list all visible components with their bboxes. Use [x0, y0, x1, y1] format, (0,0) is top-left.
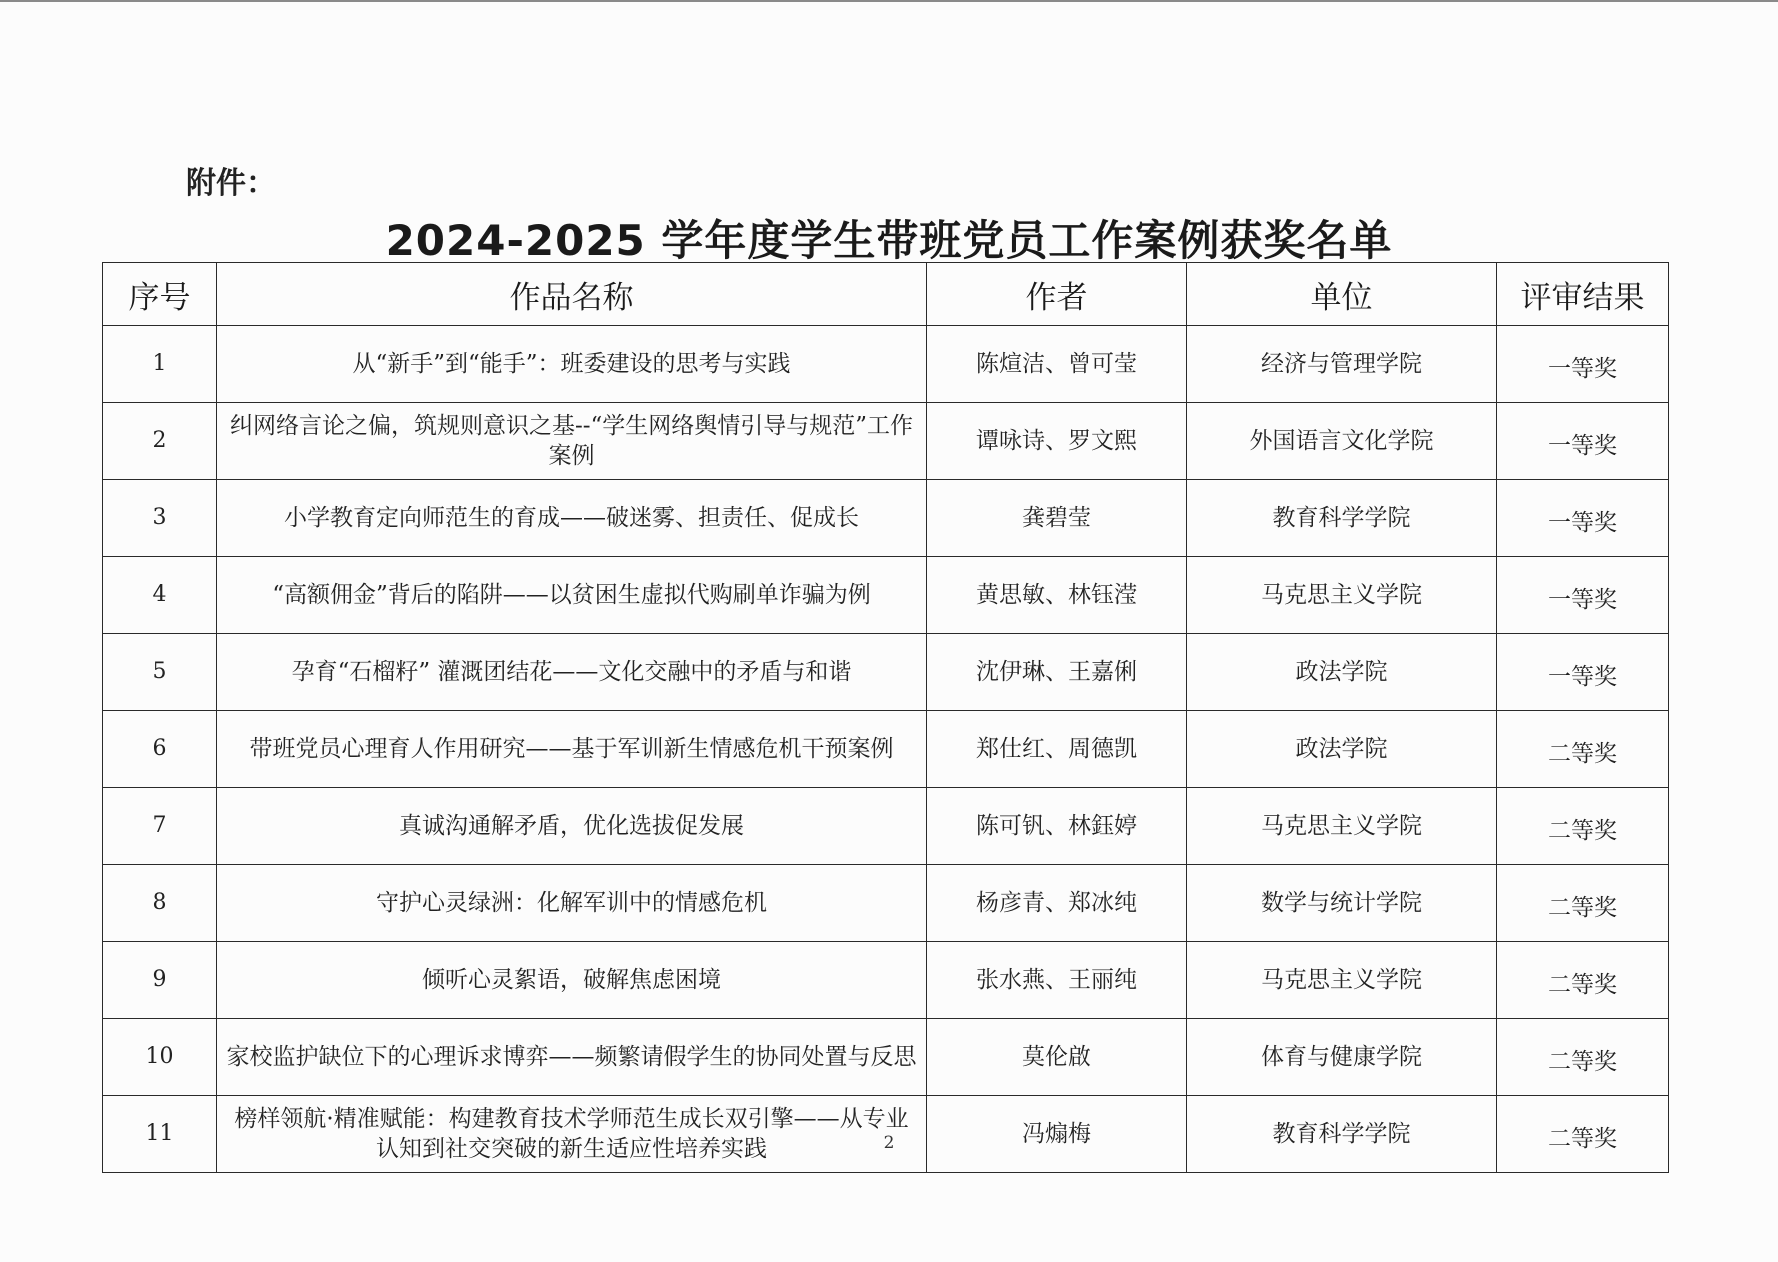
row-result: 二等奖 [1497, 1019, 1669, 1096]
row-unit: 马克思主义学院 [1187, 557, 1497, 634]
row-work-title: 守护心灵绿洲：化解军训中的情感危机 [217, 865, 927, 942]
row-unit: 经济与管理学院 [1187, 326, 1497, 403]
table-row [103, 1019, 1669, 1096]
row-unit: 体育与健康学院 [1187, 1019, 1497, 1096]
row-result: 一等奖 [1497, 326, 1669, 403]
row-authors: 莫伦啟 [927, 1019, 1187, 1096]
row-unit: 政法学院 [1187, 711, 1497, 788]
row-unit: 教育科学学院 [1187, 480, 1497, 557]
row-authors: 杨彦青、郑冰纯 [927, 865, 1187, 942]
row-result: 二等奖 [1497, 865, 1669, 942]
row-result: 一等奖 [1497, 403, 1669, 480]
row-unit: 马克思主义学院 [1187, 788, 1497, 865]
row-work-title: “高额佣金”背后的陷阱——以贫困生虚拟代购刷单诈骗为例 [217, 557, 927, 634]
table-row [103, 480, 1669, 557]
row-result: 二等奖 [1497, 1096, 1669, 1173]
header-author: 作者 [927, 263, 1187, 326]
row-work-title: 真诚沟通解矛盾，优化选拔促发展 [217, 788, 927, 865]
row-index: 5 [103, 634, 217, 711]
row-authors: 冯煽梅 [927, 1096, 1187, 1173]
row-index: 10 [103, 1019, 217, 1096]
document-title: 2024-2025 学年度学生带班党员工作案例获奖名单 [385, 216, 1393, 265]
table-row [103, 326, 1669, 403]
row-index: 7 [103, 788, 217, 865]
row-authors: 龚碧莹 [927, 480, 1187, 557]
table-row [103, 865, 1669, 942]
row-result: 一等奖 [1497, 557, 1669, 634]
row-index: 11 [103, 1096, 217, 1173]
row-authors: 郑仕红、周德凯 [927, 711, 1187, 788]
row-authors: 沈伊琳、王嘉俐 [927, 634, 1187, 711]
row-work-title: 从“新手”到“能手”：班委建设的思考与实践 [217, 326, 927, 403]
header-work-title: 作品名称 [217, 263, 927, 326]
row-result: 一等奖 [1497, 634, 1669, 711]
row-result: 二等奖 [1497, 942, 1669, 1019]
attachment-label: 附件： [186, 166, 276, 201]
row-unit: 政法学院 [1187, 634, 1497, 711]
row-authors: 谭咏诗、罗文熙 [927, 403, 1187, 480]
row-index: 4 [103, 557, 217, 634]
row-index: 6 [103, 711, 217, 788]
row-result: 二等奖 [1497, 711, 1669, 788]
table-row [103, 942, 1669, 1019]
row-index: 8 [103, 865, 217, 942]
table-row [103, 403, 1669, 480]
row-work-title: 倾听心灵絮语，破解焦虑困境 [217, 942, 927, 1019]
award-table [102, 262, 1669, 1173]
row-work-title: 孕育“石榴籽” 灌溉团结花——文化交融中的矛盾与和谐 [217, 634, 927, 711]
row-unit: 数学与统计学院 [1187, 865, 1497, 942]
row-work-title: 带班党员心理育人作用研究——基于军训新生情感危机干预案例 [217, 711, 927, 788]
row-authors: 黄思敏、林钰滢 [927, 557, 1187, 634]
row-result: 一等奖 [1497, 480, 1669, 557]
scan-edge-line [0, 0, 1778, 2]
table-row [103, 634, 1669, 711]
page-number: 2 [883, 1133, 895, 1153]
row-index: 3 [103, 480, 217, 557]
row-index: 9 [103, 942, 217, 1019]
row-work-title: 纠网络言论之偏，筑规则意识之基--“学生网络舆情引导与规范”工作案例 [217, 403, 927, 480]
row-work-title: 家校监护缺位下的心理诉求博弈——频繁请假学生的协同处置与反思 [217, 1019, 927, 1096]
table-row [103, 788, 1669, 865]
table-row [103, 557, 1669, 634]
table-header-row [103, 263, 1669, 326]
table-row [103, 711, 1669, 788]
row-authors: 张水燕、王丽纯 [927, 942, 1187, 1019]
row-unit: 外国语言文化学院 [1187, 403, 1497, 480]
row-unit: 马克思主义学院 [1187, 942, 1497, 1019]
header-index: 序号 [103, 263, 217, 326]
row-index: 2 [103, 403, 217, 480]
row-authors: 陈煊洁、曾可莹 [927, 326, 1187, 403]
row-work-title: 榜样领航·精准赋能：构建教育技术学师范生成长双引擎——从专业认知到社交突破的新生适应性培养实践 [217, 1096, 927, 1173]
header-unit: 单位 [1187, 263, 1497, 326]
header-result: 评审结果 [1497, 263, 1669, 326]
row-unit: 教育科学学院 [1187, 1096, 1497, 1173]
row-index: 1 [103, 326, 217, 403]
row-authors: 陈可钒、林鈺婷 [927, 788, 1187, 865]
row-work-title: 小学教育定向师范生的育成——破迷雾、担责任、促成长 [217, 480, 927, 557]
row-result: 二等奖 [1497, 788, 1669, 865]
